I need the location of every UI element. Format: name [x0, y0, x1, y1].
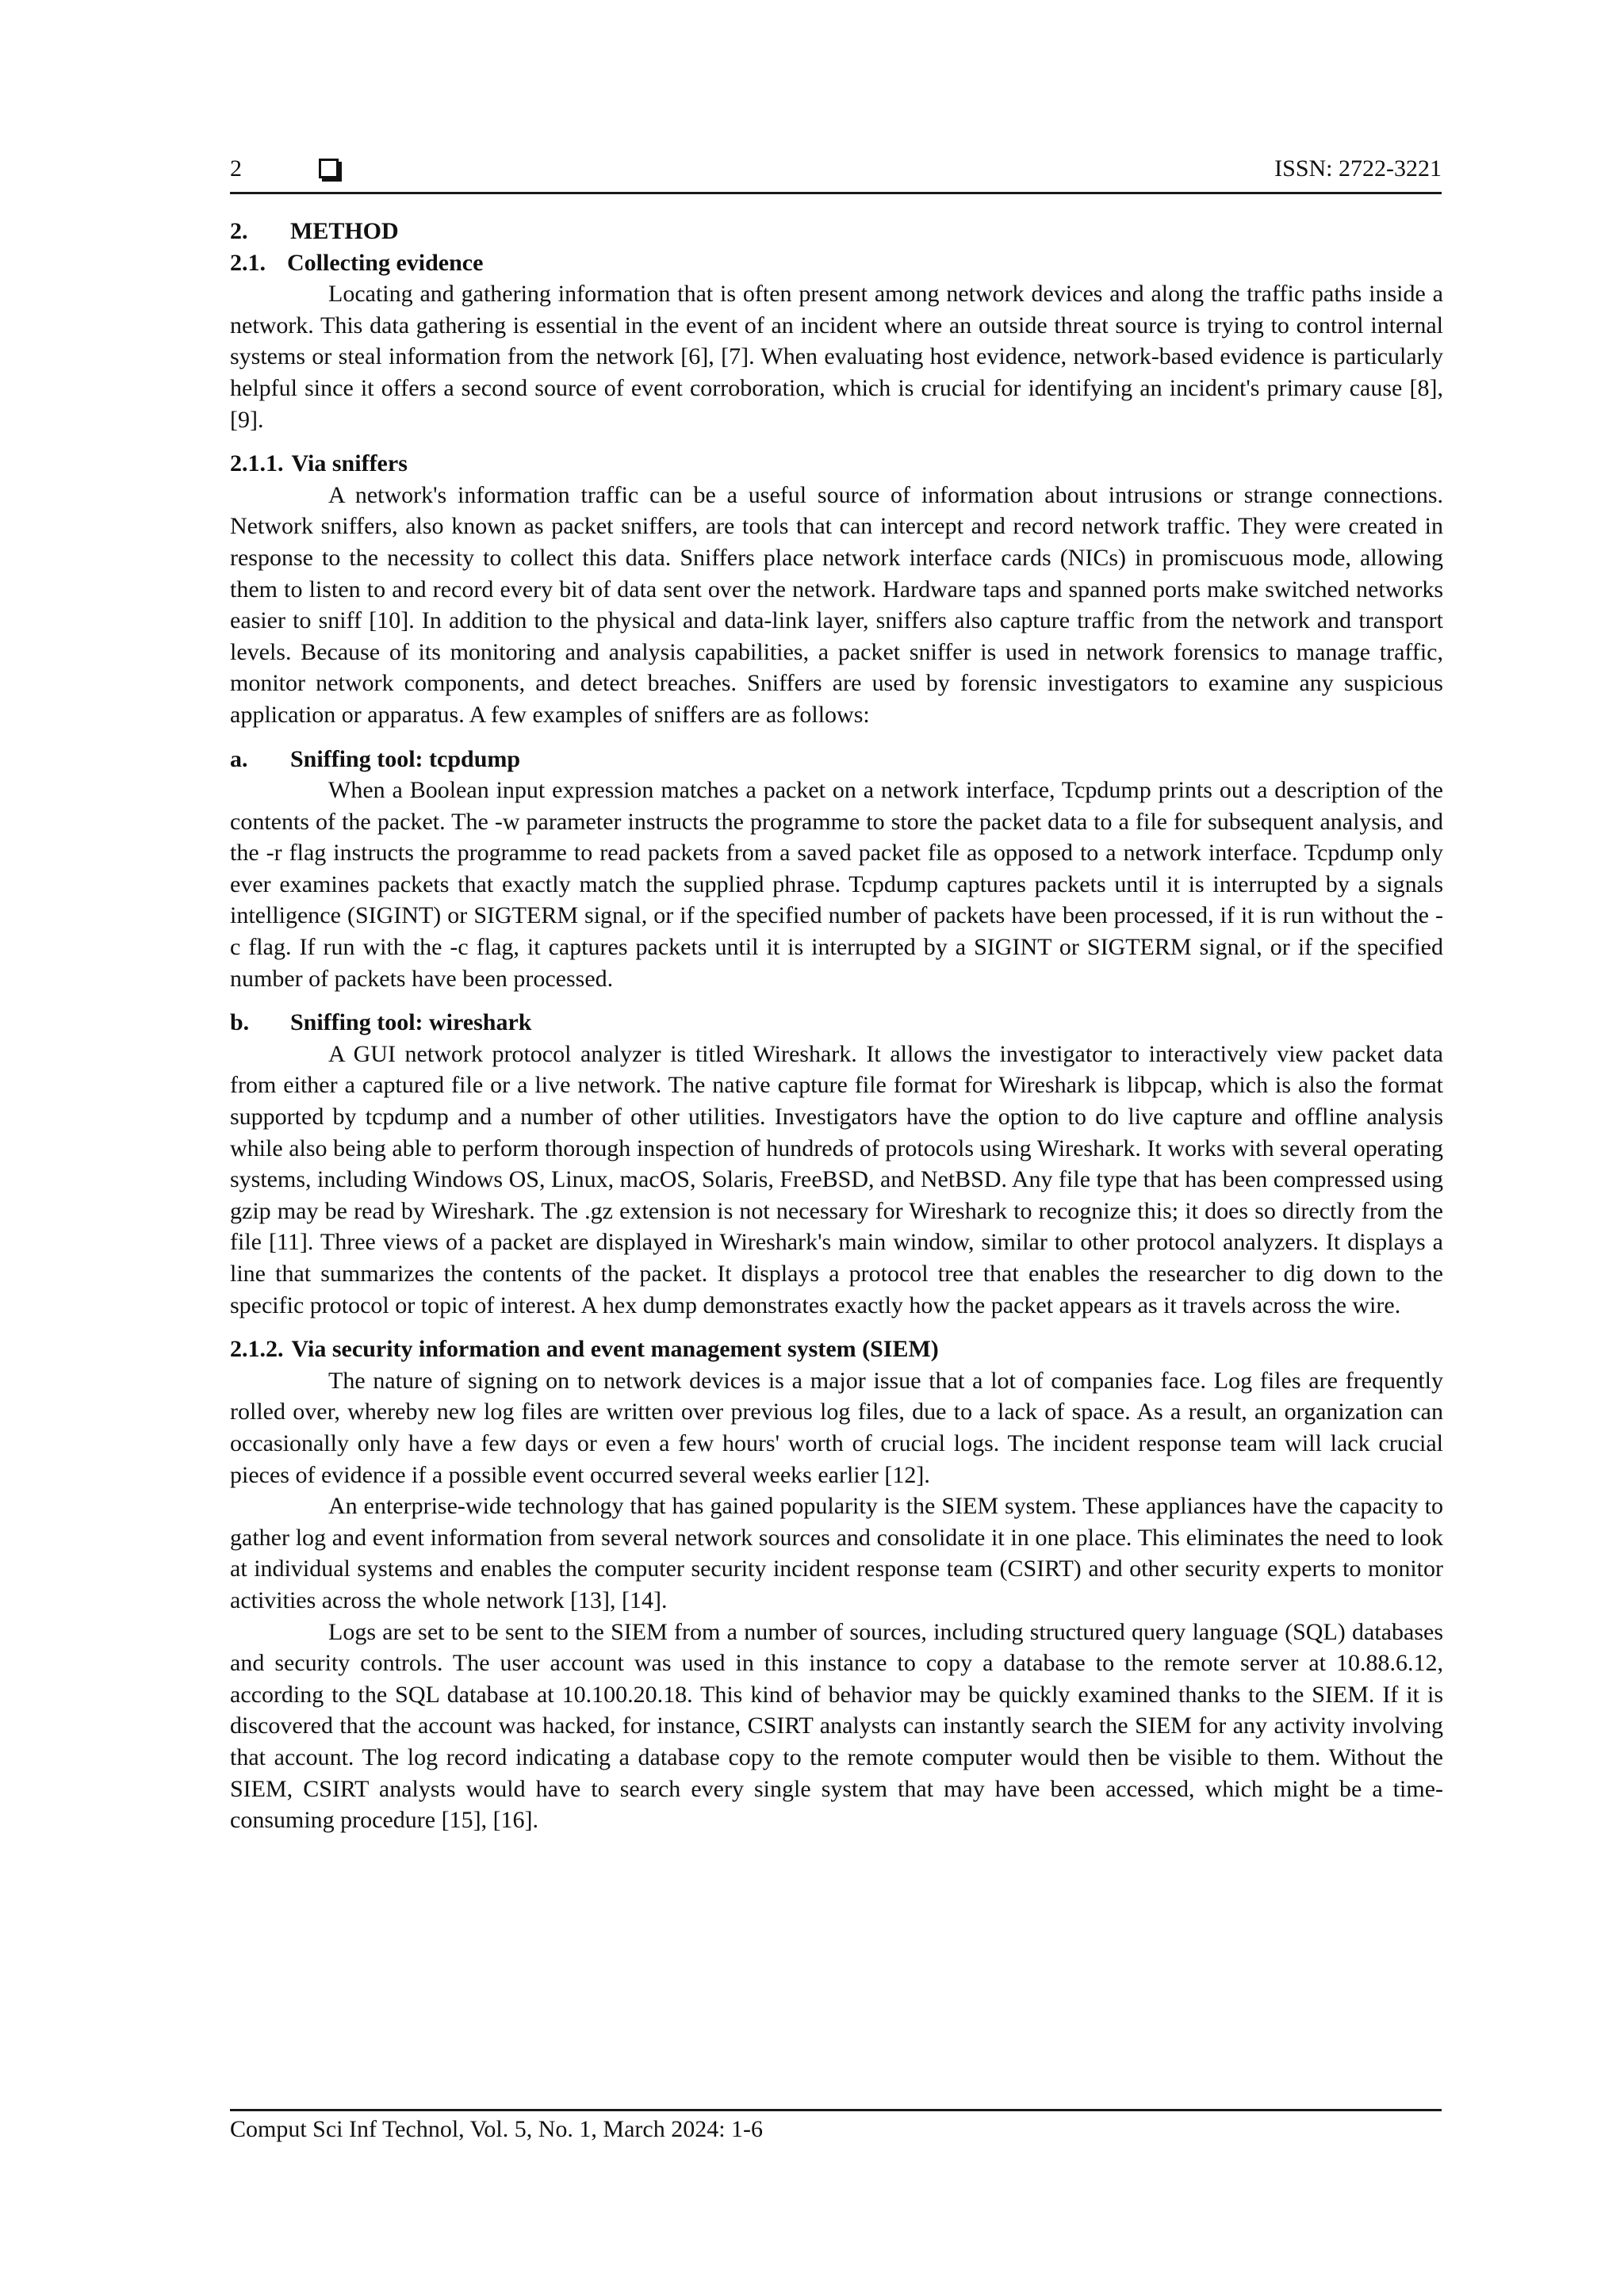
square-box-icon	[319, 159, 339, 178]
subsubsection-number: 2.1.2.	[230, 1336, 284, 1363]
subsubsection-heading-via-sniffers	[230, 448, 1443, 480]
section-heading-method	[230, 216, 1443, 247]
issn-label: ISSN: 2722-3221	[1274, 155, 1442, 182]
item-letter: b.	[230, 1009, 250, 1036]
section-title: METHOD	[290, 218, 399, 244]
item-title: Sniffing tool: tcpdump	[290, 745, 521, 772]
page-header	[230, 155, 1442, 194]
section-number: 2.	[230, 218, 248, 244]
subsection-heading-collecting-evidence	[230, 247, 1443, 279]
subsubsection-heading-siem	[230, 1334, 1443, 1365]
paragraph-wireshark: A GUI network protocol analyzer is titled Wireshark. It allows the investigator to interactively view packet data from either a captured file or a live network. The native capture file format for Wireshark is libpcap, which is also the format supported by tcpdump and a number of other utilities. Investigators have the option to do live capture and offline analysis while also being able to perform thorough inspection of hundreds of protocols using Wireshark. It works with several operating systems, including Windows OS, Linux, macOS, Solaris, FreeBSD, and NetBSD. Any file type that has been compressed using gzip may be read by Wireshark. The .gz extension is not necessary for Wireshark to recognize this; it does so directly from the file [11]. Three views of a packet are displayed in Wireshark's main window, similar to other protocol analyzers. It displays a line that summarizes the contents of the packet. It displays a protocol tree that enables the researcher to dig down to the specific protocol or topic of interest. A hex dump demonstrates exactly how the packet appears as it travels across the wire.	[230, 1040, 1443, 1318]
article-body	[230, 216, 1443, 1836]
subsubsection-number: 2.1.1.	[230, 450, 284, 477]
paragraph-tcpdump: When a Boolean input expression matches a packet on a network interface, Tcpdump prints out a description of the contents of the packet. The -w parameter instructs the programme to store the packet data to a file for subsequent analysis, and the -r flag instructs the programme to read packets from a saved packet file as opposed to a network interface. Tcpdump only ever examines packets that exactly match the supplied phrase. Tcpdump captures packets until it is interrupted by a signals intelligence (SIGINT) or SIGTERM signal, or if the specified number of packets have been processed, if it is run without the -c flag. If run with the -c flag, it captures packets until it is interrupted by a SIGINT or SIGTERM signal, or if the specified number of packets have been processed.	[230, 777, 1443, 992]
item-title: Sniffing tool: wireshark	[290, 1009, 532, 1036]
page-footer	[230, 2109, 1442, 2143]
subsection-number: 2.1.	[230, 249, 266, 276]
item-heading-wireshark	[230, 1007, 1443, 1039]
subsubsection-title: Via sniffers	[291, 450, 408, 477]
paragraph-collecting-evidence: Locating and gathering information that is often present among network devices and along the traffic paths inside a network. This data gathering is essential in the event of an incident where an outside threat source is trying to control internal systems or steal information from the network [6], [7]. When evaluating host evidence, network-based evidence is particularly helpful since it offers a second source of event corroboration, which is crucial for identifying an incident's primary cause [8], [9].	[230, 281, 1443, 433]
subsubsection-title: Via security information and event management system (SIEM)	[291, 1336, 939, 1363]
journal-citation: Comput Sci Inf Technol, Vol. 5, No. 1, March 2024: 1-6	[230, 2116, 764, 2142]
paragraph-siem-2: An enterprise-wide technology that has gained popularity is the SIEM system. These appliances have the capacity to gather log and event information from several network sources and consolidate it in one place. This eliminates the need to look at individual systems and enables the computer security incident response team (CSIRT) and other security experts to monitor activities across the whole network [13], [14].	[230, 1493, 1443, 1613]
subsection-title: Collecting evidence	[287, 249, 484, 276]
page-number: 2	[230, 155, 242, 182]
paragraph-via-sniffers: A network's information traffic can be a useful source of information about intrusions or strange connections. Network sniffers, also known as packet sniffers, are tools that can intercept and record network traffic. They were created in response to the necessity to collect this data. Sniffers place network interface cards (NICs) in promiscuous mode, allowing them to listen to and record every bit of data sent over the network. Hardware taps and spanned ports make switched networks easier to sniff [10]. In addition to the physical and data-link layer, sniffers also capture traffic from the network and transport levels. Because of its monitoring and analysis capabilities, a packet sniffer is used in network forensics to manage traffic, monitor network components, and detect breaches. Sniffers are used by forensic investigators to examine any suspicious application or apparatus. A few examples of sniffers are as follows:	[230, 481, 1443, 728]
item-letter: a.	[230, 745, 248, 772]
paragraph-siem-3: Logs are set to be sent to the SIEM from a number of sources, including structured query language (SQL) databases and security controls. The user account was used in this instance to copy a database to the remote server at 10.88.6.12, according to the SQL database at 10.100.20.18. This kind of behavior may be quickly examined thanks to the SIEM. If it is discovered that the account was hacked, for instance, CSIRT analysts can instantly search the SIEM for any activity involving that account. The log record indicating a database copy to the remote computer would then be visible to them. Without the SIEM, CSIRT analysts would have to search every single system that may have been accessed, which might be a time-consuming procedure [15], [16].	[230, 1618, 1443, 1834]
paragraph-siem-1: The nature of signing on to network devices is a major issue that a lot of companies face. Log files are frequently rolled over, whereby new log files are written over previous log files, due to a lack of space. As a result, an organization can occasionally only have a few days or even a few hours' worth of crucial logs. The incident response team will lack crucial pieces of evidence if a possible event occurred several weeks earlier [12].	[230, 1367, 1443, 1488]
item-heading-tcpdump	[230, 744, 1443, 775]
